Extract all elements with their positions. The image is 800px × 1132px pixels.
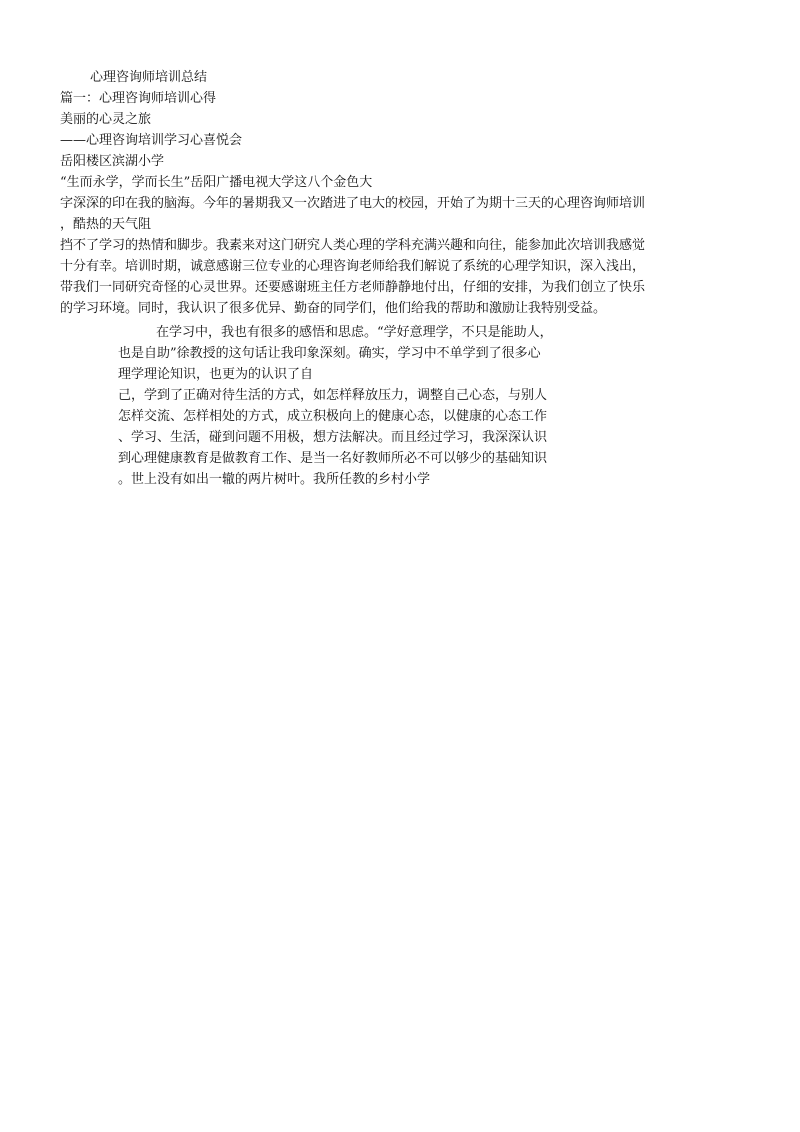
paragraph-1-line: 挡不了学习的热情和脚步。我素来对这门研究人类心理的学科充满兴趣和向往，能参加此次培训我感觉 xyxy=(60,238,646,253)
paragraph-1-line: 的学习环境。同时，我认识了很多优异、勤奋的同学们，他们给我的帮助和激励让我特别受益。 xyxy=(60,301,607,316)
paragraph-2-line: 怎样交流、怎样相处的方式，成立积极向上的健康心态，以健康的心态工作 xyxy=(118,409,548,424)
paragraph-2-line: 也是自助”徐教授的这句话让我印象深刻。确实，学习中不单学到了很多心 xyxy=(118,346,541,361)
paragraph-2-block xyxy=(118,322,618,490)
paragraph-2-line: 、学习、生活，碰到问题不用极，想方法解决。而且经过学习，我深深认识 xyxy=(118,430,548,445)
paragraph-1-line: 带我们一同研究奇怪的心灵世界。还要感谢班主任方老师静静地付出，仔细的安排，为我们创立了快乐 xyxy=(60,280,646,295)
essay-title: 美丽的心灵之旅 xyxy=(60,112,152,127)
paragraph-1-line: “生而永学，学而长生”岳阳广播电视大学这八个金色大 xyxy=(60,175,373,190)
paragraph-2-line: 在学习中，我也有很多的感悟和思虑。“学好意理学，不只是能助人， xyxy=(156,325,553,340)
paragraph-2-line: 己，学到了正确对待生活的方式，如怎样释放压力，调整自己心态，与别人 xyxy=(118,388,548,403)
document-title: 心理咨询师培训总结 xyxy=(90,70,208,85)
paragraph-2-line: 。世上没有如出一辙的两片树叶。我所任教的乡村小学 xyxy=(118,472,431,487)
paragraph-1-line: 字深深的印在我的脑海。今年的暑期我又一次踏进了电大的校园，开始了为期十三天的心理咨询师培训 xyxy=(60,196,646,211)
section-heading: 篇一：心理咨询师培训心得 xyxy=(60,91,217,106)
paragraph-2-line: 到心理健康教育是做教育工作、是当一名好教师所必不可以够少的基础知识 xyxy=(118,451,548,466)
intro-block xyxy=(60,67,740,319)
paragraph-1-line: 十分有幸。培训时期，诚意感谢三位专业的心理咨询老师给我们解说了系统的心理学知识，深入浅出， xyxy=(60,259,646,274)
author-school: 岳阳楼区滨湖小学 xyxy=(60,154,165,169)
paragraph-1-line: ，酷热的天气阻 xyxy=(60,217,152,232)
essay-subtitle: ——心理咨询培训学习心喜悦会 xyxy=(60,133,243,148)
paragraph-2-line: 理学理论知识，也更为的认识了自 xyxy=(118,367,314,382)
